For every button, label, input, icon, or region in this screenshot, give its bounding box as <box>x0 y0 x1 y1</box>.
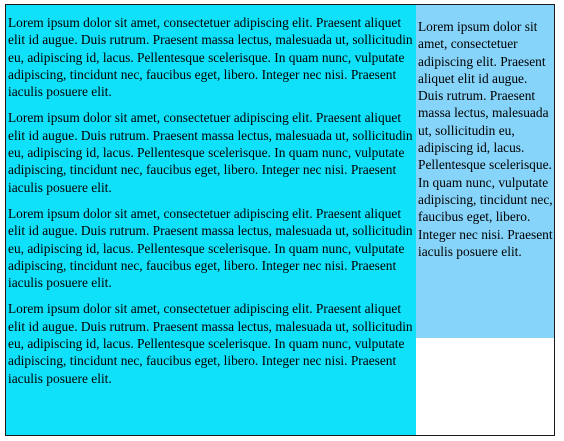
main-paragraph-3: Lorem ipsum dolor sit amet, consectetuer adipiscing elit. Praesent aliquet elit id augue. Duis rutrum. Praesent massa lectus, malesuada ut, sollicitudin eu, adipiscing id, lacus. Pellentesque scelerisque. In quam nunc, vulputate adipiscing, tincidunt nec, faucibus eget, libero. Integer nec nisi. Praesent iaculis posuere elit. <box>8 205 413 291</box>
main-content <box>6 5 416 436</box>
main-paragraph-4: Lorem ipsum dolor sit amet, consectetuer adipiscing elit. Praesent aliquet elit id augue. Duis rutrum. Praesent massa lectus, malesuada ut, sollicitudin eu, adipiscing id, lacus. Pellentesque scelerisque. In quam nunc, vulputate adipiscing, tincidunt nec, faucibus eget, libero. Integer nec nisi. Praesent iaculis posuere elit. <box>8 301 413 386</box>
sidebar <box>416 5 555 338</box>
page-frame <box>5 4 555 436</box>
sidebar-paragraph: Lorem ipsum dolor sit amet, consectetuer adipiscing elit. Praesent aliquet elit id augue. Duis rutrum. Praesent massa lectus, malesuada ut, sollicitudin eu, adipiscing id, lacus. Pellentesque scelerisque. In quam nunc, vulputate adipiscing, tincidunt nec, faucibus eget, libero. Integer nec nisi. Praesent iaculis posuere elit. <box>418 19 553 259</box>
main-paragraph-2: Lorem ipsum dolor sit amet, consectetuer adipiscing elit. Praesent aliquet elit id augue. Duis rutrum. Praesent massa lectus, malesuada ut, sollicitudin eu, adipiscing id, lacus. Pellentesque scelerisque. In quam nunc, vulputate adipiscing, tincidunt nec, faucibus eget, libero. Integer nec nisi. Praesent iaculis posuere elit. <box>8 110 413 195</box>
main-paragraph-1: Lorem ipsum dolor sit amet, consectetuer adipiscing elit. Praesent aliquet elit id augue. Duis rutrum. Praesent massa lectus, malesuada ut, sollicitudin eu, adipiscing id, lacus. Pellentesque scelerisque. In quam nunc, vulputate adipiscing, tincidunt nec, faucibus eget, libero. Integer nec nisi. Praesent iaculis posuere elit. <box>8 15 413 100</box>
